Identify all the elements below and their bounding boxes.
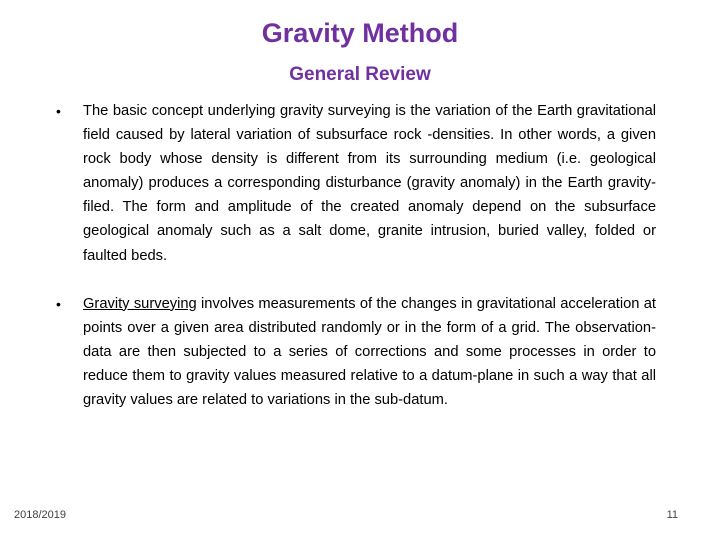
page-number: 11 [666,509,678,521]
bullet-underlined-lead: Gravity surveying [83,295,197,312]
slide-title: Gravity Method [261,18,459,48]
bullet-text-surveying: involves measurements of the changes in gravitational acceleration at points over a given area distributed randomly or in the form of a grid. The observation-data are then subjected to a series of corrections and some processes in order to reduce them to gravity values measured relative to a datum-plane in such a way that all gravity values are related to variations in the sub-datum. [83,295,656,409]
bullet-item-concept [56,99,656,268]
bullet-icon: • [56,295,61,312]
bullet-item-surveying [56,292,656,412]
bullet-list [56,99,656,412]
bullet-text-concept: The basic concept underlying gravity surveying is the variation of the Earth gravitational field caused by lateral variation of subsurface rock -densities. In other words, a given rock body whose density is different from its surrounding medium (i.e. geological anomaly) produces a corresponding disturbance (gravity anomaly) in the Earth gravity-filed. The form and amplitude of the created anomaly depend on the subsurface geological anomaly such as a salt dome, granite intrusion, buried valley, folded or faulted beds. [83,103,656,264]
slide-subtitle: General Review [289,64,431,85]
bullet-icon: • [56,103,61,119]
footer-date: 2018/2019 [14,509,66,521]
